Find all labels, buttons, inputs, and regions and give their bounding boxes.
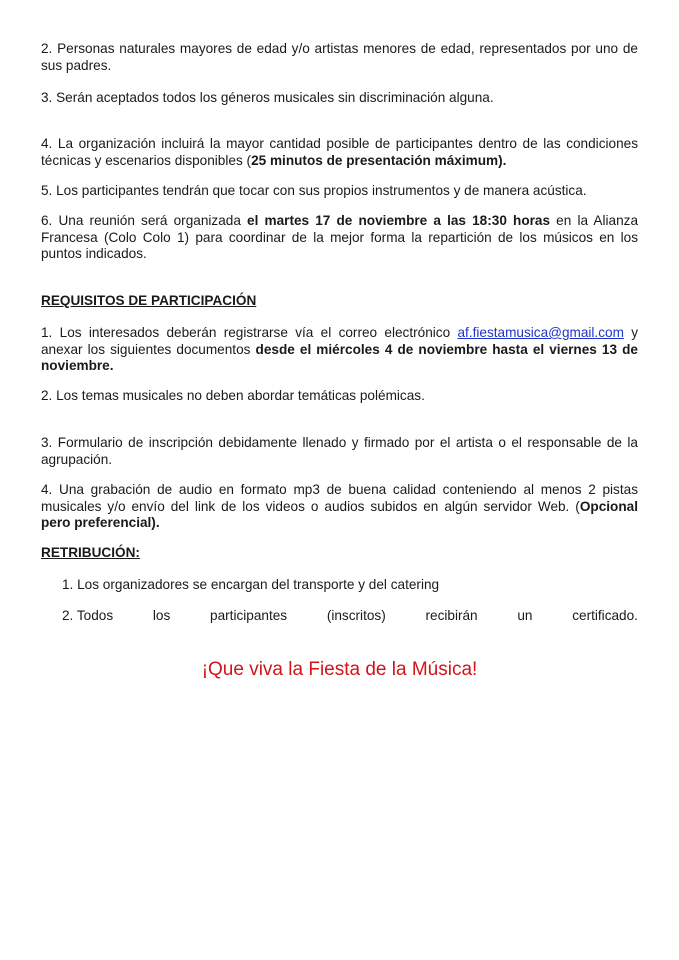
closing-slogan: ¡Que viva la Fiesta de la Música!: [201, 659, 478, 680]
email-link[interactable]: af.fiestamusica@gmail.com: [457, 325, 624, 340]
paragraph-6-text-end: en la Alianza Francesa (Colo Colo 1) para coordinar de la mejor forma la repartición de los músicos en los puntos indicados.: [41, 213, 638, 261]
retribucion-item-2-word: 2. Todos: [62, 608, 114, 623]
requisito-1-text-mid: y anexar los siguientes documentos: [41, 325, 639, 357]
paragraph-2-text: 2. Personas naturales mayores de edad y/o artistas menores de edad, representados por uno de sus padres.: [41, 41, 638, 73]
requisito-3: [41, 435, 638, 468]
paragraph-3: [41, 90, 638, 107]
requisito-4: [41, 482, 638, 532]
paragraph-3-text: 3. Serán aceptados todos los géneros musicales sin discriminación alguna.: [41, 90, 494, 105]
retribucion-item-2-word: los: [152, 608, 171, 623]
requisito-2: [41, 388, 638, 405]
retribucion-heading: RETRIBUCIÓN:: [41, 545, 140, 560]
paragraph-6-bold: el martes 17 de noviembre a las 18:30 horas: [247, 213, 551, 228]
retribucion-item-2-word: recibirán: [425, 608, 478, 623]
requisito-2-text: 2. Los temas musicales no deben abordar temáticas polémicas.: [41, 388, 425, 403]
requisito-3-text: 3. Formulario de inscripción debidamente llenado y firmado por el artista o el responsable de la agrupación.: [41, 435, 638, 467]
retribucion-item-2-word: (inscritos): [326, 608, 386, 623]
requisito-1-bold: desde el miércoles 4 de noviembre hasta el viernes 13 de noviembre.: [41, 341, 638, 373]
requisito-1-text: 1. Los interesados deberán registrarse vía el correo electrónico: [41, 325, 458, 340]
retribucion-item-2: [62, 608, 638, 625]
paragraph-5: [41, 183, 638, 200]
paragraph-2: [41, 41, 638, 74]
paragraph-5-text: 5. Los participantes tendrán que tocar con sus propios instrumentos y de manera acústica.: [41, 183, 587, 198]
paragraph-4: [41, 136, 638, 169]
requisitos-heading: REQUISITOS DE PARTICIPACIÓN: [41, 293, 257, 308]
paragraph-4-text: 4. La organización incluirá la mayor cantidad posible de participantes dentro de las condiciones técnicas y escenarios disponibles (: [41, 136, 638, 168]
paragraph-6-text: 6. Una reunión será organizada: [41, 213, 248, 228]
retribucion-item-2-word: certificado.: [572, 608, 638, 623]
retribucion-item-1: 1. Los organizadores se encargan del transporte y del catering: [62, 577, 440, 592]
retribucion-item-2-word: un: [517, 608, 533, 623]
requisito-4-text: 4. Una grabación de audio en formato mp3 de buena calidad conteniendo al menos 2 pistas musicales y/o envío del link de los videos o audios subidos en algún servidor Web. (: [41, 482, 638, 514]
paragraph-4-bold: 25 minutos de presentación máximum).: [251, 152, 507, 168]
retribucion-item-2-word: participantes: [210, 608, 288, 623]
requisito-4-bold: Opcional pero preferencial).: [41, 498, 638, 530]
requisito-1: [41, 325, 638, 375]
paragraph-6: [41, 213, 638, 263]
